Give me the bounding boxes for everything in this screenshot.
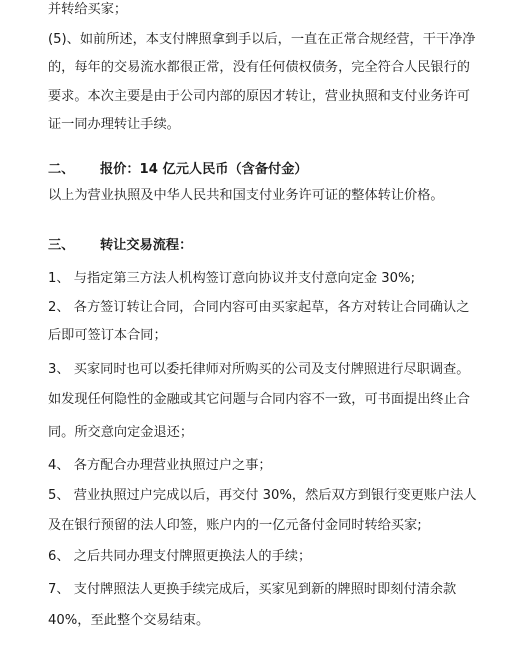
list-item: 2、 各方签订转让合同，合同内容可由买家起草，各方对转让合同确认之 bbox=[48, 300, 470, 315]
text-line: 并转给买家； bbox=[48, 2, 128, 17]
text-line: 以上为营业执照及中华人民共和国支付业务许可证的整体转让价格。 bbox=[48, 188, 444, 203]
section-title: 报价：14 亿元人民币（含备付金） bbox=[100, 162, 308, 177]
text-line: 同。所交意向定金退还； bbox=[48, 425, 194, 440]
text-line: 要求。本次主要是由于公司内部的原因才转让，营业执照和支付业务许可 bbox=[48, 89, 470, 104]
list-item: 1、 与指定第三方法人机构签订意向协议并支付意向定金 30%; bbox=[48, 271, 416, 286]
section-title: 转让交易流程： bbox=[100, 238, 193, 253]
section-number: 三、 bbox=[48, 238, 75, 253]
text-line: 如发现任何隐性的金融或其它问题与合同内容不一致，可书面提出终止合 bbox=[48, 392, 470, 407]
section-heading-process bbox=[48, 236, 192, 256]
text-line: 的，每年的交易流水都很正常，没有任何债权债务，完全符合人民银行的 bbox=[48, 60, 470, 75]
list-item: 4、 各方配合办理营业执照过户之事； bbox=[48, 458, 272, 473]
list-item: 5、 营业执照过户完成以后，再交付 30%，然后双方到银行变更账户法人 bbox=[48, 488, 477, 503]
text-line: (5)、如前所述，本支付牌照拿到手以后，一直在正常合规经营，干干净净 bbox=[48, 32, 476, 47]
list-item: 3、 买家同时也可以委托律师对所购买的公司及支付牌照进行尽职调查。 bbox=[48, 362, 470, 377]
section-number: 二、 bbox=[48, 162, 75, 177]
section-heading-price bbox=[48, 160, 308, 180]
text-line: 后即可签订本合同； bbox=[48, 328, 167, 343]
list-item: 7、 支付牌照法人更换手续完成后，买家见到新的牌照时即刻付清余款 bbox=[48, 582, 457, 597]
text-line: 证一同办理转让手续。 bbox=[48, 117, 180, 132]
list-item: 6、 之后共同办理支付牌照更换法人的手续； bbox=[48, 549, 312, 564]
text-line: 40%，至此整个交易结束。 bbox=[48, 613, 210, 628]
text-line: 及在银行预留的法人印签，账户内的一亿元备付金同时转给买家; bbox=[48, 518, 422, 533]
